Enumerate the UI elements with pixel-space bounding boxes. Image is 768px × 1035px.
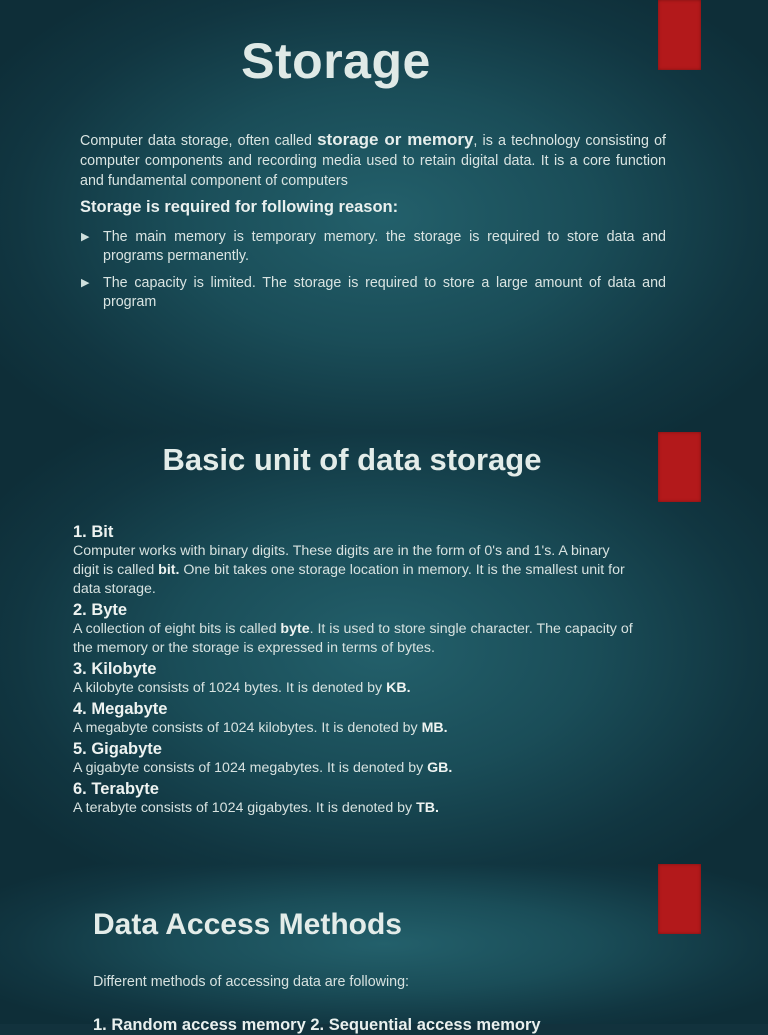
unit-keyword: KB. (386, 680, 411, 696)
triangle-bullet-icon: ▶ (81, 277, 90, 289)
slide-title: Data Access Methods (93, 908, 402, 941)
unit-text: A gigabyte consists of 1024 megabytes. It is denoted by (73, 760, 428, 776)
unit-keyword: TB. (416, 800, 439, 816)
unit-heading: 6. Terabyte (73, 780, 159, 798)
unit-text: Computer works with binary digits. These digits are in the form of 0's and 1's. A binary digit is called (73, 543, 610, 578)
unit-heading: 3. Kilobyte (73, 660, 157, 678)
access-methods-line: 1. Random access memory 2. Sequential access memory (93, 1016, 541, 1034)
triangle-bullet-icon: ▶ (81, 231, 90, 243)
list-item (80, 228, 666, 266)
reason-subheading: Storage is required for following reason: (80, 198, 399, 216)
unit-text: A megabyte consists of 1024 kilobytes. It is denoted by (73, 720, 422, 736)
unit-list (73, 522, 633, 819)
unit-text: . It is used to store single character. The capacity of the memory or the storage is expressed in terms of bytes. (73, 621, 633, 656)
list-item (80, 274, 666, 312)
unit-text: A kilobyte consists of 1024 bytes. It is denoted by (73, 680, 387, 696)
slide-data-access (0, 864, 768, 1034)
unit-text: One bit takes one storage location in memory. It is the smallest unit for data storage. (73, 562, 625, 597)
bullet-text: The main memory is temporary memory. the storage is required to store data and programs permanently. (103, 229, 666, 264)
access-intro: Different methods of accessing data are following: (93, 974, 410, 990)
slide-title: Storage (241, 33, 431, 89)
reason-list (80, 228, 666, 320)
intro-emphasis: storage or memory (317, 130, 474, 149)
unit-description (73, 620, 633, 658)
unit-heading: 5. Gigabyte (73, 740, 162, 758)
unit-description (73, 799, 633, 818)
unit-description (73, 759, 633, 778)
unit-keyword: MB. (421, 720, 448, 736)
unit-description (73, 679, 633, 698)
unit-keyword: GB. (427, 760, 453, 776)
unit-heading: 1. Bit (73, 523, 114, 541)
unit-text: A terabyte consists of 1024 gigabytes. It is denoted by (73, 800, 417, 816)
unit-description (73, 719, 633, 738)
red-accent-tab (658, 864, 701, 934)
unit-text: A collection of eight bits is called (73, 621, 281, 637)
intro-paragraph (80, 130, 666, 191)
unit-heading: 2. Byte (73, 601, 128, 619)
intro-text-b: , is a technology consisting of computer components and recording media used to retain digital data. It is a core function and fundamental component of computers (80, 133, 666, 189)
unit-heading: 4. Megabyte (73, 700, 168, 718)
unit-keyword: bit. (158, 562, 180, 578)
slide-basic-units (0, 432, 768, 864)
unit-description (73, 542, 633, 599)
slide-storage (0, 0, 768, 432)
intro-text-a: Computer data storage, often called (80, 133, 318, 149)
slide-title: Basic unit of data storage (162, 442, 542, 477)
unit-keyword: byte (280, 621, 310, 637)
bullet-text: The capacity is limited. The storage is required to store a large amount of data and program (103, 275, 666, 310)
